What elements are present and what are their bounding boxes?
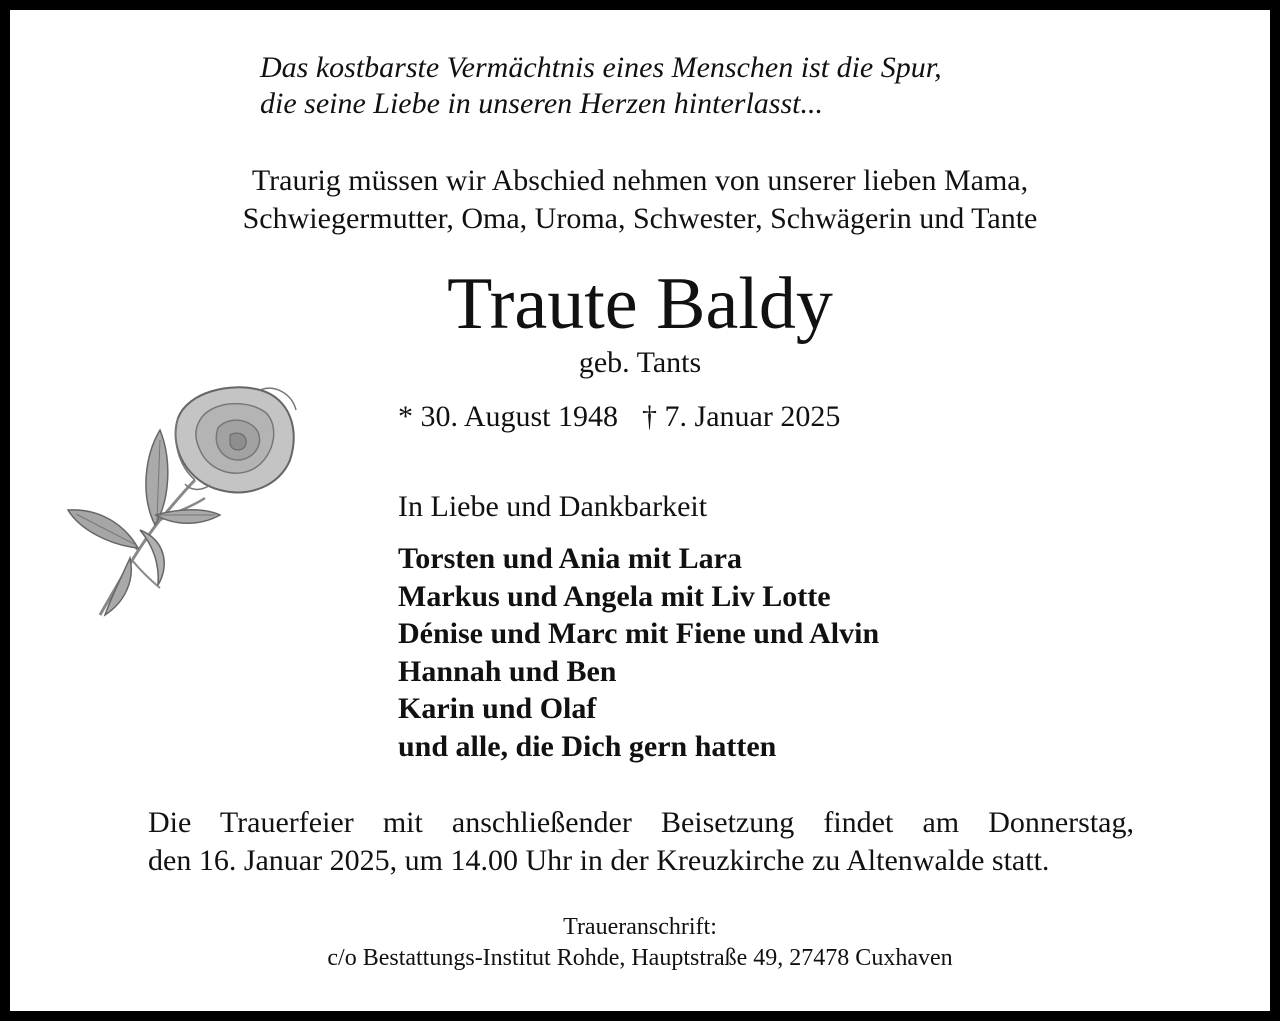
- family-member: Karin und Olaf: [398, 692, 597, 725]
- mourning-address: [0, 912, 1280, 974]
- birth-date: * 30. August 1948: [398, 400, 619, 433]
- rose-icon: [60, 380, 310, 630]
- intro-line-1: Traurig müssen wir Abschied nehmen von unserer lieben Mama,: [251, 164, 1029, 197]
- family-member: Markus und Angela mit Liv Lotte: [398, 579, 831, 613]
- thanks-line: In Liebe und Dankbarkeit: [398, 490, 708, 523]
- motto-quote: [260, 50, 942, 122]
- deceased-name: Traute Baldy: [447, 263, 833, 345]
- service-line-2: den 16. Januar 2025, um 14.00 Uhr in der Kreuzkirche zu Altenwalde statt.: [148, 844, 1050, 877]
- family-member: und alle, die Dich gern hatten: [398, 729, 777, 763]
- address-label: Traueranschrift:: [563, 914, 717, 940]
- death-date: † 7. Januar 2025: [642, 400, 841, 433]
- intro-text: [0, 162, 1280, 238]
- life-dates: [398, 398, 840, 436]
- service-line-1: Die Trauerfeier mit anschließender Beisetzung findet am Donnerstag,: [148, 806, 1134, 839]
- motto-line-2: die seine Liebe in unseren Herzen hinterlasst...: [260, 87, 823, 120]
- family-member: Hannah und Ben: [398, 654, 617, 688]
- funeral-service-info: [148, 804, 1134, 880]
- intro-line-2: Schwiegermutter, Oma, Uroma, Schwester, Schwägerin und Tante: [242, 202, 1038, 235]
- motto-line-1: Das kostbarste Vermächtnis eines Menschen ist die Spur,: [260, 51, 942, 84]
- family-list: [398, 540, 879, 765]
- family-member: Dénise und Marc mit Fiene und Alvin: [398, 617, 880, 650]
- address-value: c/o Bestattungs-Institut Rohde, Hauptstraße 49, 27478 Cuxhaven: [327, 945, 953, 971]
- family-member: Torsten und Ania mit Lara: [398, 542, 742, 575]
- maiden-name: geb. Tants: [578, 346, 702, 379]
